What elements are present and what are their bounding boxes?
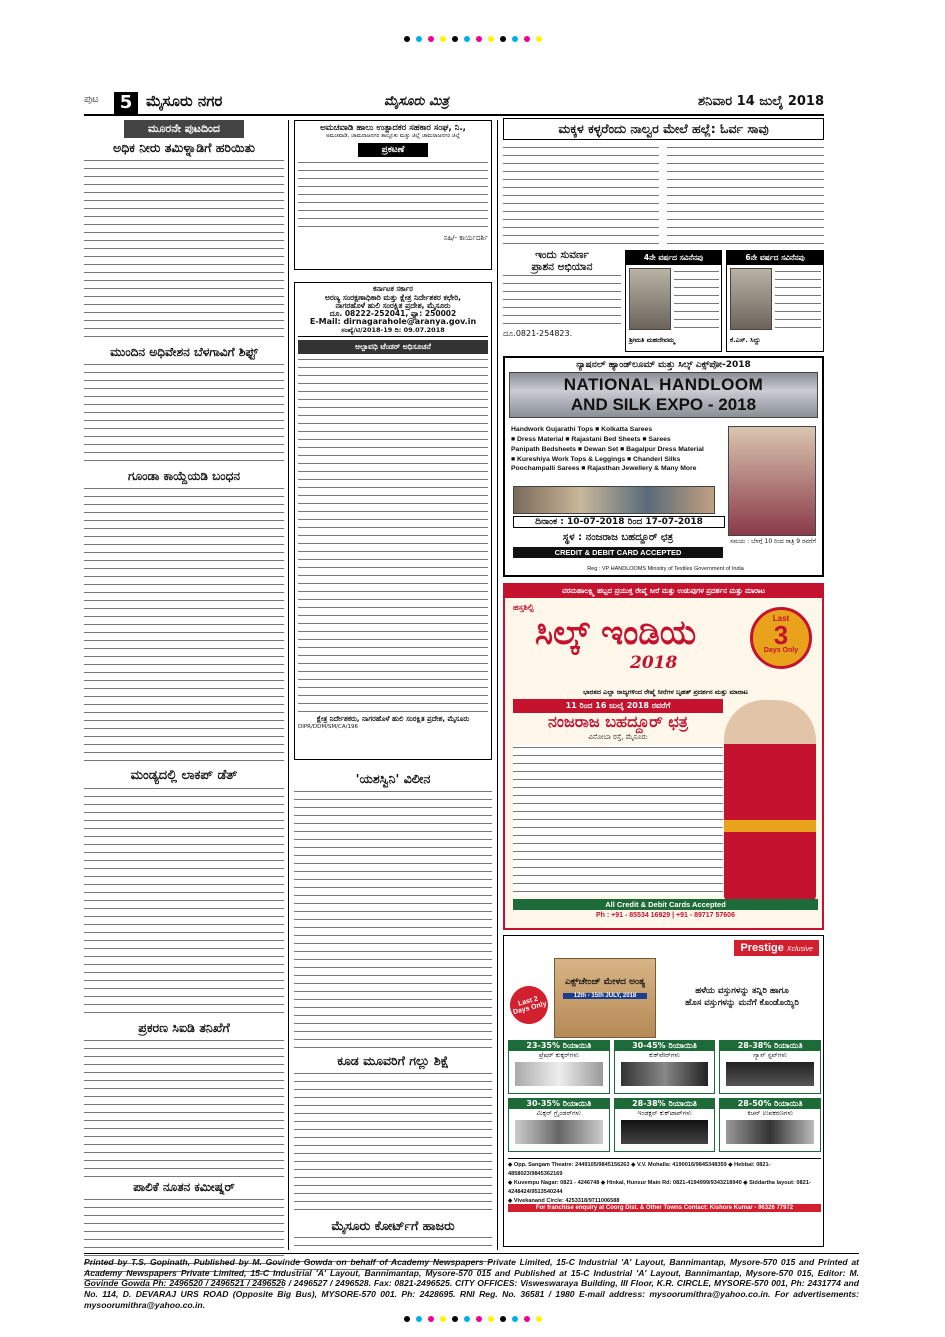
- expo-item: Bagalpur Dress Material: [626, 445, 704, 453]
- notice-subtitle: ಅಮಚವಾಡಿ, ಚಾಮರಾಜನಗರ ತಾಲ್ಲೂಕು ಮತ್ತು ಜಿಲ್ಲೆ ಚಾಮರಾಜನಗರ ಜಿಲ್ಲೆ: [325, 133, 461, 140]
- handloom-expo-ad: [503, 356, 824, 577]
- imprint-footer: Printed by T.S. Gopinath, Published by M. Govinde Gowda on behalf of Academy Newspapers Private Limited, 15-C Industrial 'A' Layout, Bannimantap, Mysore-570 015 and Printed at Academy Newspapers Private Limited, 15-C Industrial 'A' Layout, Bannimantap, Mysore-570 015 and Published at 15-C Industrial 'A' Layout, Bannimantap, Mysore-570 015, Editor: M. Govinde Gowda Ph: 2496520 / 2496521 / 2496526 / 2496527 / 2496528. Fax: 0821-2496525. CITY OFFICES: Visweswaraya Building, III Floor, K.R. CIRCLE, MYSORE-570 001, Ph: 2431774 and No. 114, D. DEVARAJ URS ROAD (Opposite Big Bus), MYSORE-570 001. Ph: 2428695. RNI Reg. No. 36581 / 1980 E-mail address: mysoorumithra@yahoo.co.in. For advertisements: mysoorumithra@yahoo.co.in.: [84, 1257, 859, 1310]
- tender-phone: ದೂ. 08222-252041, ಫ್ಯಾ: 250002: [329, 309, 457, 319]
- offer-grid: [508, 1040, 821, 1152]
- expo-dates: ದಿನಾಂಕ : 10-07-2018 ರಿಂದ 17-07-2018: [513, 516, 725, 528]
- silk-dates: 11 ರಿಂದ 16 ಜುಲೈ 2018 ರವರೆಗೆ: [513, 699, 723, 713]
- offer-cell: [719, 1098, 821, 1152]
- memorial-text: [674, 269, 719, 329]
- notice-body: [298, 160, 488, 230]
- lead-headline: ಮಕ್ಕಳ ಕಳ್ಳರೆಂದು ನಾಲ್ವರ ಮೇಲೆ ಹಲ್ಲೆ: ಓರ್ವ ಸಾವು: [503, 118, 824, 140]
- column-rule: [288, 120, 289, 1250]
- article-body: [84, 158, 284, 343]
- camp-phone: ದೂ.0821-254823.: [503, 329, 573, 339]
- store-line: ◆ Kuvempu Nagar: 0821 - 4246748 ◆ Hinkal, Hunsur Main Rd: 0821-4194999/9343218940 ◆ Siddartha layout: 0821-4248424/9513540244: [508, 1179, 811, 1195]
- sale-box-text: ಎಕ್ಸ್‌ಚೇಂಜ್ ಮೇಳದ ಅಂತ್ಯ: [564, 977, 646, 987]
- silk-presenter: ಹಸ್ತಶಿಲ್ಪಿ: [513, 603, 534, 612]
- page-header: [84, 92, 824, 116]
- expo-item: Panipath Bedsheets: [511, 445, 576, 453]
- tender-body: [298, 357, 488, 712]
- offer-item: ಗ್ಯಾಸ್ ಸ್ಟವ್‌ಗಳು: [753, 1051, 787, 1059]
- article-body: [84, 362, 284, 467]
- memorial-ad-1: [625, 250, 722, 352]
- notice-title: ಅಮಚವಾಡಿ ಹಾಲು ಉತ್ಪಾದಕರ ಸಹಕಾರ ಸಂಘ, ನಿ.,: [320, 123, 466, 133]
- badge-bottom: Days Only: [763, 647, 799, 654]
- offer-cell: [508, 1098, 610, 1152]
- expo-item: Chanderi Silks: [633, 455, 681, 463]
- silk-product-list: [513, 745, 723, 895]
- forest-tender-notice: [294, 282, 492, 760]
- product-photo: [621, 1062, 709, 1086]
- prestige-tagline: [664, 986, 820, 1010]
- notice-label: ಪ್ರಕಟಣೆ: [358, 143, 428, 157]
- headline-cid-probe: ಪ್ರಕರಣ ಸಿಐಡಿ ತನಿಖೆಗೆ: [138, 1020, 230, 1036]
- footer-rule: [84, 1253, 859, 1254]
- offer-cell: [614, 1098, 716, 1152]
- camp-brief: [503, 250, 621, 352]
- silk-year: 2018: [630, 653, 678, 673]
- store-line: ◆ Opp. Sangam Theatre: 2449105/9845156263 ◆ V.V. Mohalla: 4190016/9845348359 ◆ Hebbal: 0821- 4858023/9845362169: [508, 1162, 771, 1177]
- memorial-ad-2: [726, 250, 824, 352]
- tender-email: E-Mail: dirnagarahole@aranya.gov.in: [309, 317, 477, 327]
- franchise-line: For franchise enquiry at Coorg Dist. & Other Towns Contact: Kishore Kumar - 96326 77972: [508, 1204, 821, 1212]
- portrait-photo: [629, 268, 671, 330]
- memorial-name: ಕೆ.ಎಸ್. ಸಿದ್ದು: [730, 336, 761, 344]
- issue-date: ಶನಿವಾರ 14 ಜುಲೈ 2018: [697, 94, 824, 109]
- article-body: [84, 786, 284, 1018]
- page-number: 5: [114, 92, 138, 114]
- prestige-logo: [734, 940, 819, 956]
- middle-column: [294, 120, 492, 1250]
- expo-title-line-2: AND SILK EXPO - 2018: [570, 395, 757, 414]
- headline-session-shift: ಮುಂದಿನ ಅಧಿವೇಶನ ಬೆಳಗಾವಿಗೆ ಶಿಫ್ಟ್: [110, 344, 258, 359]
- headline-death-sentence: ಕೂಡ ಮೂವರಿಗೆ ಗಲ್ಲು ಶಿಕ್ಷೆ: [337, 1052, 449, 1068]
- tender-footer: ಕ್ಷೇತ್ರ ನಿರ್ದೇಶಕರು, ನಾಗರಹೊಳೆ ಹುಲಿ ಸಂರಕ್ಷಿತ ಪ್ರದೇಶ, ಮೈಸೂರು: [316, 715, 470, 724]
- lead-article-body: [503, 145, 659, 245]
- expo-item: Kolkatta Sarees: [601, 426, 653, 433]
- offer-item: ಮಿಕ್ಸರ್ ಗ್ರೈಂಡರ್‌ಗಳು: [536, 1109, 582, 1117]
- headline-lockup-death: ಮಂಡ್ಯದಲ್ಲಿ ಲಾಕಪ್ ಡೆತ್: [130, 768, 238, 784]
- expo-venue: ಸ್ಥಳ : ನಂಜರಾಜ ಬಹದ್ದೂರ್ ಛತ್ರ: [562, 532, 674, 543]
- registration-marks-bottom: [0, 1316, 945, 1326]
- model-photo: [728, 426, 816, 536]
- expo-item: Dress Material: [517, 435, 564, 443]
- left-column: [84, 120, 284, 1250]
- expo-item: Dewan Set: [583, 445, 619, 453]
- newspaper-brand: ಮೈಸೂರು ಮಿತ್ರ: [384, 94, 449, 109]
- prestige-brand-tag: Xclusive: [786, 946, 813, 953]
- expo-item: Sarees: [648, 435, 671, 443]
- memorial-title: 6ನೇ ವರ್ಷದ ಸವಿನೆನಪು: [727, 251, 823, 265]
- memorial-name: ಶ್ರೀಮತಿ ಮಹದೇವಮ್ಮ: [629, 336, 675, 344]
- headline-yashaswini: 'ಯಶಸ್ವಿನಿ' ವಿಲೀನ: [355, 771, 431, 786]
- registration-marks-top: [0, 36, 945, 46]
- product-photo: [515, 1120, 603, 1144]
- last-2-days-badge: Last 2 Days Only: [506, 982, 553, 1029]
- silk-top-banner: ವರಮಹಾಲಕ್ಷ್ಮಿ ಹಬ್ಬದ ಪ್ರಯುಕ್ತ ರೇಷ್ಮೆ ಸೀರೆ ಮತ್ತು ಉಡುಪುಗಳ ಪ್ರದರ್ಶನ ಮತ್ತು ಮಾರಾಟ: [505, 585, 822, 598]
- article-body: [294, 789, 492, 1051]
- saree-model-photo: [724, 700, 816, 900]
- product-photo: [621, 1120, 709, 1144]
- product-photo: [726, 1120, 814, 1144]
- offer-discount: 28-50% ರಿಯಾಯಿತಿ: [720, 1099, 820, 1109]
- tender-label: ಅಲ್ಪಾವಧಿ ಟೆಂಡರ್ ಅಧಿಸೂಚನೆ: [298, 340, 488, 354]
- badge-top: Last: [772, 614, 790, 623]
- camp-headline: ಪ್ರಾಶನ ಅಭಿಯಾನ: [531, 260, 593, 273]
- offer-discount: 23-35% ರಿಯಾಯಿತಿ: [509, 1041, 609, 1051]
- article-body: [84, 486, 284, 766]
- camp-body: [503, 273, 621, 329]
- lead-article-body: [667, 145, 824, 245]
- page-label: ಪುಟ: [84, 94, 99, 105]
- exchange-box-graphic: [554, 958, 656, 1038]
- expo-item: Poochampalli Sarees: [511, 465, 580, 473]
- column-rule: [497, 120, 498, 1250]
- silk-venue: ನಂಜರಾಜ ಬಹದ್ದೂರ್ ಛತ್ರ: [548, 712, 688, 731]
- expo-item: Rajastani Bed Sheets: [571, 435, 641, 443]
- sale-dates: 12th - 15th JULY, 2018: [563, 993, 647, 999]
- offer-discount: 30-45% ರಿಯಾಯಿತಿ: [615, 1041, 715, 1051]
- prestige-brand: Prestige: [740, 942, 784, 954]
- tagline-line-1: ಹಳೆಯ ವಸ್ತುಗಳನ್ನು ತನ್ನಿರಿ ಹಾಗೂ: [695, 986, 789, 996]
- product-photo-strip: [513, 486, 715, 514]
- offer-discount: 28-38% ರಿಯಾಯಿತಿ: [720, 1041, 820, 1051]
- tender-dept: ಅರಣ್ಯ ಸಂರಕ್ಷಣಾಧಿಕಾರಿ ಮತ್ತು ಕ್ಷೇತ್ರ ನಿರ್ದೇಶಕರ ಕಛೇರಿ,: [324, 292, 462, 302]
- offer-item: ಕುಕ್‌ವೇರ್‌ಗಳು: [648, 1051, 680, 1059]
- silk-phone: Ph : +91 - 85534 16929 | +91 - 89717 57606: [596, 912, 735, 919]
- camp-headline: ಇಂದು ಸುವರ್ಣ: [535, 249, 589, 261]
- store-addresses: [508, 1158, 821, 1206]
- tender-ref: DIPR/DDM/SM/CA/196: [298, 723, 358, 730]
- expo-item: Handwork Gujarathi Tops: [511, 426, 594, 433]
- portrait-photo: [730, 268, 772, 330]
- prestige-ad: [503, 935, 824, 1247]
- headline-new-commissioner: ಪಾಲಿಕೆ ನೂತನ ಕಮೀಷ್ನರ್: [133, 1180, 235, 1195]
- silk-india-ad: [503, 583, 824, 930]
- offer-item: ಕಿಚನ್ ಉಪಕರಣಗಳು: [747, 1109, 793, 1117]
- tender-number: ಸಂಖ್ಯೆ/ಟಿ/2018-19 ದಿ: 09.07.2018: [298, 327, 488, 337]
- expo-title-kn: ನ್ಯಾಷನಲ್ ಹ್ಯಾಂಡ್‌ಲೂಮ್ ಮತ್ತು ಸಿಲ್ಕ್ ಎಕ್ಸ್‌ಪೋ-2018: [576, 360, 751, 370]
- expo-timing: ಸಮಯ : ಬೆಳಗ್ಗೆ 10 ರಿಂದ ರಾತ್ರಿ 9 ರವರೆಗೆ: [730, 538, 816, 545]
- tender-org: ಕರ್ನಾಟಕ ಸರ್ಕಾರ: [373, 285, 413, 293]
- dairy-notice: [294, 120, 492, 270]
- article-body: [294, 1071, 492, 1216]
- offer-cell: [508, 1040, 610, 1094]
- offer-cell: [614, 1040, 716, 1094]
- offer-discount: 28-38% ರಿಯಾಯಿತಿ: [615, 1099, 715, 1109]
- headline-court-appearance: ಮೈಸೂರು ಕೋರ್ಟ್‌ಗೆ ಹಾಜರು: [331, 1217, 455, 1233]
- expo-item: Rajasthan Jewellery & Many More: [587, 465, 697, 473]
- silk-title: ಸಿಲ್ಕ್ ಇಂಡಿಯ: [535, 613, 697, 653]
- offer-cell: [719, 1040, 821, 1094]
- offer-discount: 30-35% ರಿಯಾಯಿತಿ: [509, 1099, 609, 1109]
- article-body: [84, 1038, 284, 1178]
- expo-item-list: Handwork Gujarathi Tops ■ Kolkatta Sarees ■ Dress Material ■ Rajastani Bed Sheets ■ Sarees Panipath Bedsheets ■ Dewan Set ■ Bagalpur Dress Material ■ Kureshiya Work Tops & Leggings ■ Chanderi Silks Poochampalli Sarees ■ Rajasthan Jewellery & Many More: [511, 426, 704, 473]
- expo-cards: CREDIT & DEBIT CARD ACCEPTED: [513, 547, 723, 558]
- headline-goonda-act: ಗೂಂಡಾ ಕಾಯ್ದೆಯಡಿ ಬಂಧನ: [127, 468, 241, 483]
- silk-venue-sub: ವಿನೋಬಾ ರಸ್ತೆ, ಮೈಸೂರು: [588, 733, 648, 741]
- expo-title-line-1: NATIONAL HANDLOOM: [563, 375, 764, 394]
- headline-excess-water: ಅಧಿಕ ನೀರು ತಮಿಳ್ನಾಡಿಗೆ ಹರಿಯಿತು: [112, 140, 256, 155]
- badge-number: 3: [773, 620, 789, 650]
- expo-banner: [509, 372, 818, 418]
- section-kicker: ಮೂರನೇ ಪುಟದಿಂದ: [124, 120, 244, 138]
- notice-signature: ಸಹಿ/- ಕಾರ್ಯದರ್ಶಿ: [443, 233, 488, 242]
- silk-cards: All Credit & Debit Cards Accepted: [513, 899, 818, 910]
- tagline-line-2: ಹೊಸ ವಸ್ತುಗಳನ್ನು ಮನೆಗೆ ಕೊಂಡೊಯ್ಯಿರಿ: [685, 997, 799, 1008]
- product-photo: [726, 1062, 814, 1086]
- memorial-title: 4ನೇ ವರ್ಷದ ಸವಿನೆನಪು: [626, 251, 721, 265]
- memorial-text: [775, 269, 821, 329]
- offer-item: ಪ್ರೆಷರ್ ಕುಕ್ಕರ್‌ಗಳು: [538, 1051, 579, 1059]
- silk-subtitle: ಭಾರತದ ಎಲ್ಲಾ ರಾಜ್ಯಗಳಿಂದ ರೇಷ್ಮೆ ಸೀರೆಗಳ ಬೃಹತ್ ಪ್ರದರ್ಶನ ಮತ್ತು ಮಾರಾಟ: [583, 688, 748, 696]
- section-name: ಮೈಸೂರು ನಗರ: [146, 92, 223, 110]
- expo-item: Kureshiya Work Tops & Leggings: [517, 455, 626, 463]
- offer-item: ಇಂಡಕ್ಷನ್ ಕುಕ್‌ಟಾಪ್‌ಗಳು: [637, 1109, 692, 1117]
- product-photo: [515, 1062, 603, 1086]
- store-line: ◆ Vivekanand Circle: 4253318/9711006588: [508, 1197, 620, 1204]
- last-3-days-badge: [750, 607, 812, 669]
- tender-place: ನಾಗರಹೊಳೆ ಹುಲಿ ಸಂರಕ್ಷಿತ ಪ್ರದೇಶ, ಮೈಸೂರು: [335, 300, 451, 310]
- expo-reg: Reg : VP HANDLOOMS Ministry of Textiles Government of India: [587, 566, 744, 572]
